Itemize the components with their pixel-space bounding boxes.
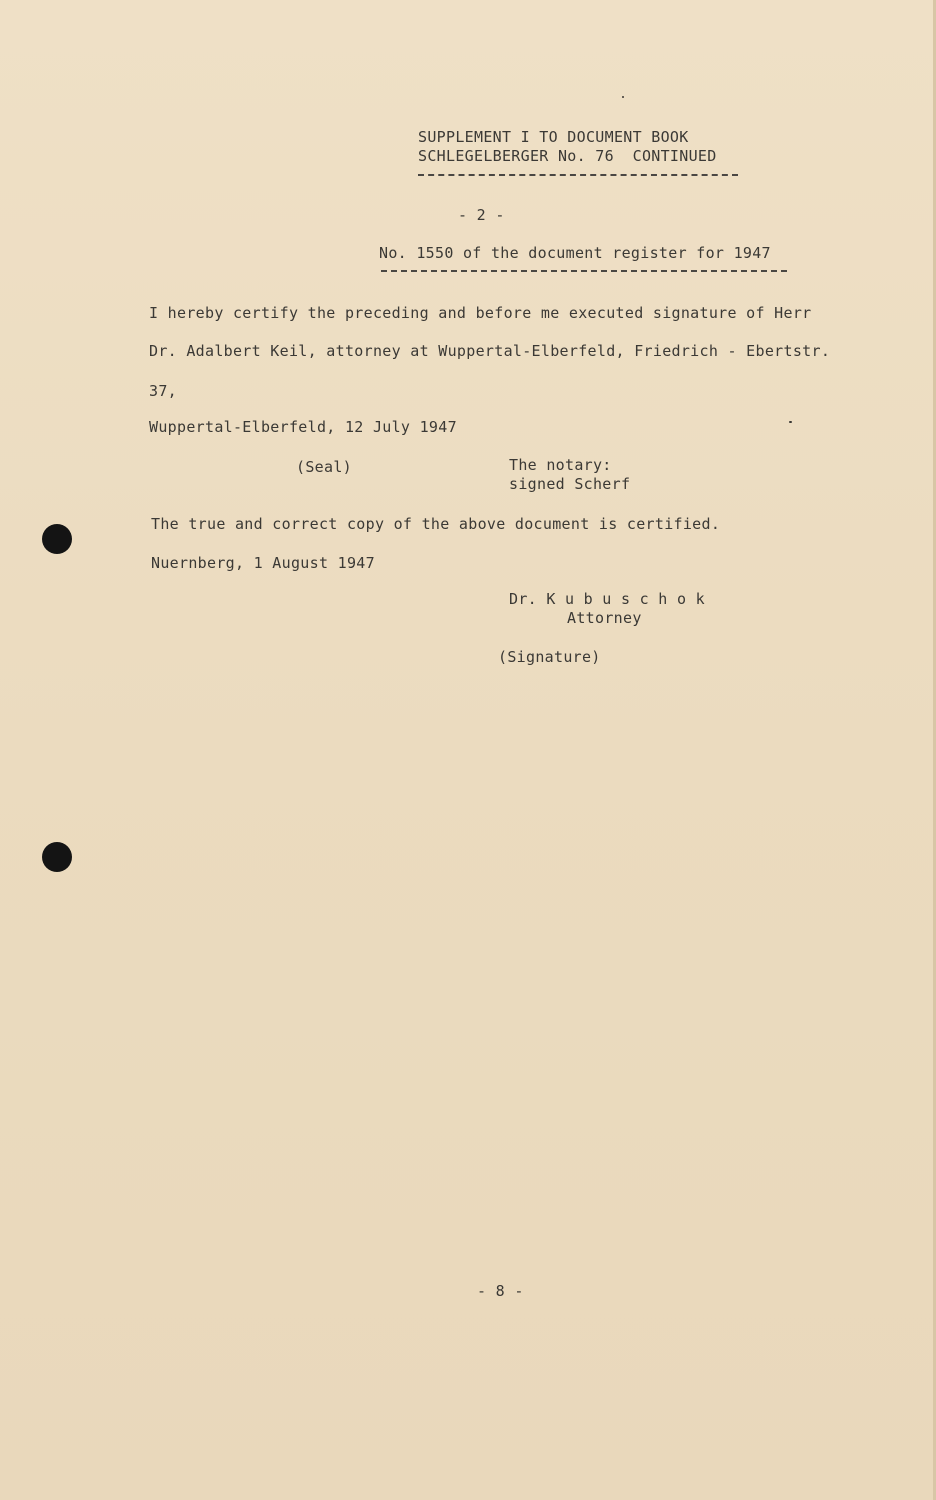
certify-line-3: 37, [149,382,177,400]
header-line-2: SCHLEGELBERGER No. 76 CONTINUED [418,147,717,165]
notary-line-1: The notary: [509,456,612,474]
seal-label: (Seal) [296,458,352,476]
register-divider [381,270,787,272]
certify-line-2: Dr. Adalbert Keil, attorney at Wuppertal-Elberfeld, Friedrich - Ebertstr. [149,342,831,360]
signer-name: Dr. K u b u s c h o k [509,590,705,608]
footer-page-number: - 8 - [477,1282,524,1300]
signature-note: (Signature) [498,648,601,666]
header-line-1: SUPPLEMENT I TO DOCUMENT BOOK [418,128,689,146]
nuernberg-date: Nuernberg, 1 August 1947 [151,554,375,572]
certify-line-1: I hereby certify the preceding and before me executed signature of Herr [149,304,812,322]
register-line: No. 1550 of the document register for 1947 [379,244,771,262]
signer-title: Attorney [567,609,642,627]
page-marker: - 2 - [458,206,505,224]
punch-hole-lower [42,842,72,872]
header-divider [418,174,738,176]
place-date: Wuppertal-Elberfeld, 12 July 1947 [149,418,457,436]
ink-speck [622,96,624,98]
punch-hole-upper [42,524,72,554]
notary-line-2: signed Scherf [509,475,631,493]
true-copy-statement: The true and correct copy of the above document is certified. [151,515,721,533]
ink-speck [789,421,792,423]
